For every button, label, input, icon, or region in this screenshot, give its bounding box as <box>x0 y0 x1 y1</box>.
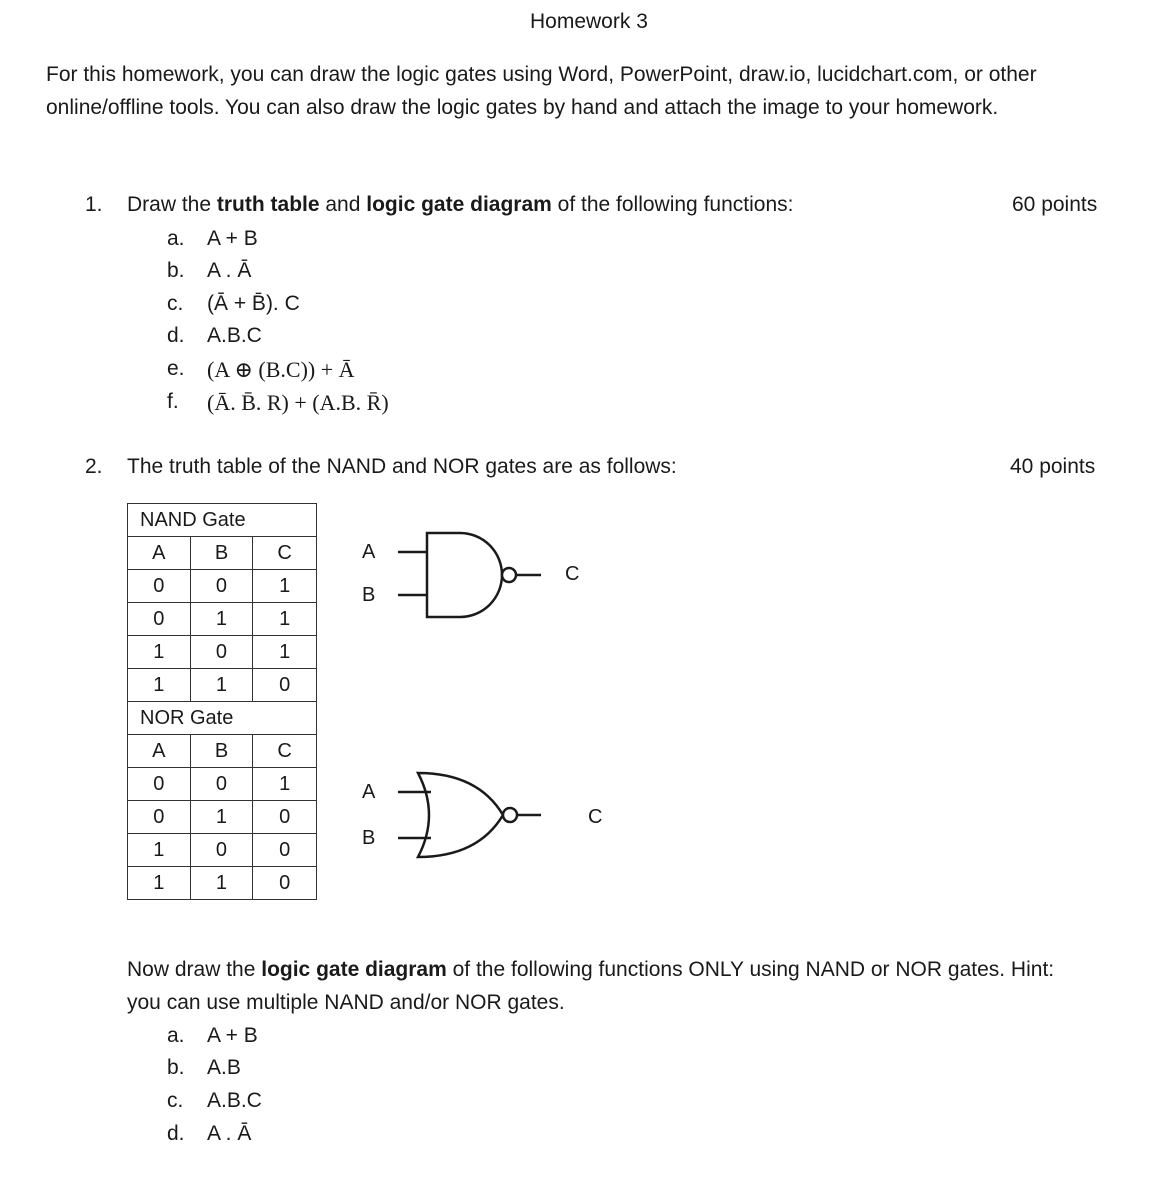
nor-gate-icon <box>390 765 560 865</box>
q1-item-e-expr: (A ⊕ (B.C)) + Ā <box>207 357 355 382</box>
table-cell: 0 <box>128 603 191 636</box>
q2-item-b-expr: A.B <box>207 1056 241 1079</box>
q1-item-a-expr: A + B <box>207 227 258 250</box>
table-row <box>128 603 317 636</box>
nand-input-b-label: B <box>362 584 376 606</box>
q1-number: 1. <box>85 193 103 216</box>
nand-output-c-label: C <box>565 563 580 585</box>
table-cell: 0 <box>128 768 191 801</box>
table-row <box>128 768 317 801</box>
table-cell: 1 <box>253 603 317 636</box>
table-cell: 1 <box>253 636 317 669</box>
nor-caption: NOR Gate <box>128 702 317 735</box>
q2-item-c-label: c. <box>167 1089 184 1112</box>
q2-item-b-label: b. <box>167 1056 185 1079</box>
nand-caption: NAND Gate <box>128 504 317 537</box>
q1-item-e-label: e. <box>167 357 185 380</box>
q1-item-f-expr: (Ā. B̄. R) + (A.B. R̄) <box>207 390 389 415</box>
nor-header-row <box>128 735 317 768</box>
table-cell: 1 <box>128 867 191 900</box>
q2-item-d-label: d. <box>167 1122 185 1145</box>
table-row <box>128 867 317 900</box>
nor-output-c-label: C <box>588 806 603 828</box>
q2-item-d-expr: A . Ā <box>207 1122 252 1145</box>
nand-header-a: A <box>128 537 191 570</box>
q1-item-d-expr: A.B.C <box>207 324 262 347</box>
q1-item-b-label: b. <box>167 259 185 282</box>
table-cell: 1 <box>128 669 191 702</box>
q1-item-c-label: c. <box>167 292 184 315</box>
truth-table <box>127 503 317 900</box>
table-cell: 1 <box>128 834 191 867</box>
table-cell: 0 <box>128 801 191 834</box>
q2-text: The truth table of the NAND and NOR gates are as follows: <box>127 455 677 478</box>
table-row <box>128 636 317 669</box>
table-cell: 0 <box>253 801 317 834</box>
table-cell: 0 <box>190 636 253 669</box>
nor-header-a: A <box>128 735 191 768</box>
nand-header-c: C <box>253 537 317 570</box>
table-cell: 0 <box>253 669 317 702</box>
now-line-2: you can use multiple NAND and/or NOR gates. <box>127 991 565 1014</box>
q1-item-f-label: f. <box>167 390 179 413</box>
intro-paragraph: For this homework, you can draw the logic gates using Word, PowerPoint, draw.io, lucidchart.com, or other online/offline tools. You can also draw the logic gates by hand and attach the image to your homework. <box>46 63 1037 119</box>
table-row <box>128 669 317 702</box>
table-cell: 1 <box>253 570 317 603</box>
table-cell: 1 <box>190 867 253 900</box>
table-cell: 0 <box>190 834 253 867</box>
q1-item-b-expr: A . Ā <box>207 259 252 282</box>
nor-input-a-label: A <box>362 781 376 803</box>
table-cell: 1 <box>253 768 317 801</box>
table-cell: 1 <box>190 603 253 636</box>
table-cell: 0 <box>190 768 253 801</box>
nor-header-c: C <box>253 735 317 768</box>
table-row <box>128 570 317 603</box>
nand-gate-icon <box>390 525 560 625</box>
q2-item-c-expr: A.B.C <box>207 1089 262 1112</box>
table-row <box>128 801 317 834</box>
page-title: Homework 3 <box>530 10 648 33</box>
q1-points: 60 points <box>1012 193 1098 216</box>
nand-header-b: B <box>190 537 253 570</box>
nor-header-b: B <box>190 735 253 768</box>
table-row <box>128 834 317 867</box>
q1-item-c-expr: (Ā + B̄). C <box>207 292 300 315</box>
q1-item-d-label: d. <box>167 324 185 347</box>
q2-number: 2. <box>85 455 103 478</box>
q2-item-a-label: a. <box>167 1024 185 1047</box>
table-cell: 0 <box>128 570 191 603</box>
table-cell: 1 <box>190 669 253 702</box>
now-line-1: Now draw the logic gate diagram of the following functions ONLY using NAND or NOR gates. Hint: <box>127 958 1055 981</box>
nand-header-row <box>128 537 317 570</box>
q1-text: Draw the truth table and logic gate diagram of the following functions: <box>127 193 794 216</box>
nand-input-a-label: A <box>362 541 376 563</box>
nor-input-b-label: B <box>362 827 376 849</box>
table-cell: 0 <box>253 834 317 867</box>
q2-item-a-expr: A + B <box>207 1024 258 1047</box>
table-cell: 0 <box>253 867 317 900</box>
table-cell: 1 <box>190 801 253 834</box>
q1-item-a-label: a. <box>167 227 185 250</box>
q2-points: 40 points <box>1010 455 1096 478</box>
table-cell: 0 <box>190 570 253 603</box>
table-cell: 1 <box>128 636 191 669</box>
